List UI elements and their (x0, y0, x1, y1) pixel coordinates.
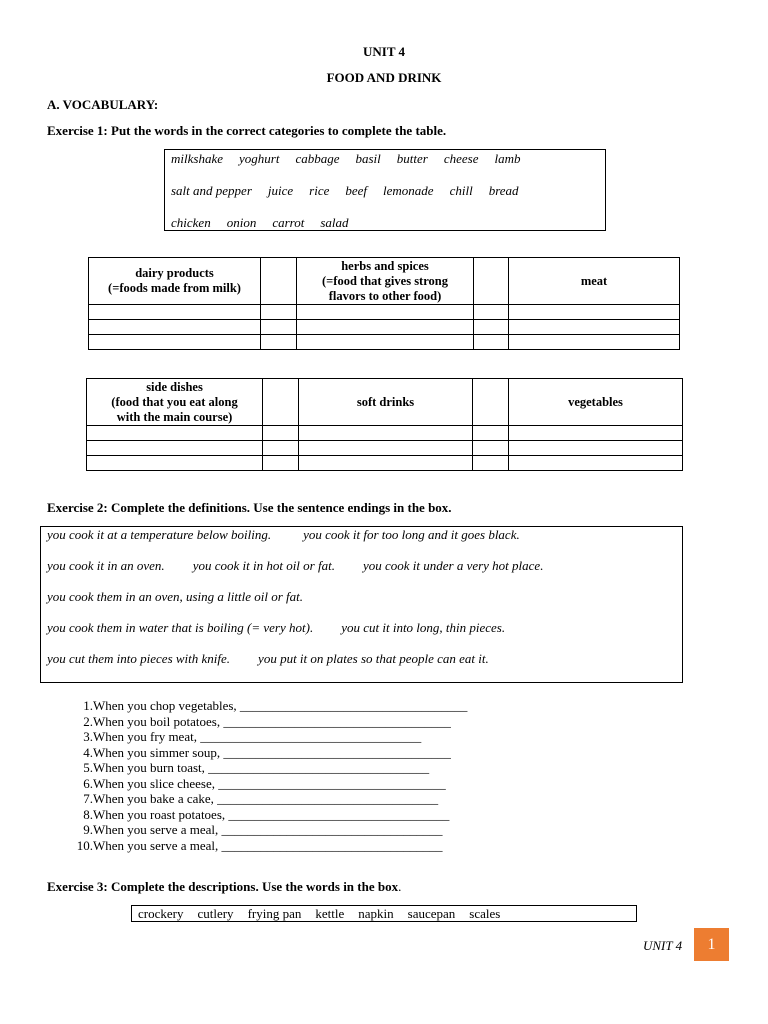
item-number: 8. (83, 806, 93, 822)
list-item[interactable] (70, 791, 530, 807)
sentence-ending: you cook it at a temperature below boiling. (47, 527, 272, 542)
exercise3-period: . (398, 879, 402, 894)
table-cell[interactable] (261, 320, 297, 335)
sentence-ending: you cook them in water that is boiling (= very hot). (47, 620, 314, 635)
table-cell[interactable] (509, 426, 683, 441)
word: basil (355, 151, 381, 166)
footer-unit-label: UNIT 4 (643, 938, 683, 953)
sentence-ending: you put it on plates so that people can eat it. (258, 651, 489, 666)
word: salad (320, 215, 349, 230)
header-herbs-and-spices: herbs and spices (=food that gives strong flavors to other food) (297, 258, 474, 305)
section-heading: A. VOCABULARY: (47, 97, 159, 112)
exercise2-instruction: Exercise 2: Complete the definitions. Use the sentence endings in the box. (47, 500, 452, 515)
table-cell[interactable] (509, 320, 680, 335)
table-cell[interactable] (263, 379, 299, 426)
ending-line (47, 527, 520, 543)
exercise2-endings-box (40, 526, 683, 683)
list-item[interactable] (70, 698, 530, 714)
ending-line (47, 589, 303, 605)
table-cell[interactable] (89, 320, 261, 335)
word: lamb (494, 151, 521, 166)
list-item[interactable] (70, 838, 530, 854)
table-row (89, 335, 680, 350)
table-cell[interactable] (263, 426, 299, 441)
header-dairy-products: dairy products (=foods made from milk) (89, 258, 261, 305)
list-item[interactable] (70, 776, 530, 792)
exercise2-list (70, 698, 530, 853)
table-cell[interactable] (261, 258, 297, 305)
table-row (87, 441, 683, 456)
table-row (89, 320, 680, 335)
item-text: When you chop vegetables, ___________________________________ (93, 698, 468, 713)
item-number: 2. (83, 713, 93, 729)
ending-line (47, 620, 505, 636)
word: onion (226, 215, 257, 230)
word: rice (309, 183, 330, 198)
word: carrot (272, 215, 305, 230)
table-cell[interactable] (474, 320, 509, 335)
table-cell[interactable] (299, 456, 473, 471)
word: cabbage (295, 151, 340, 166)
item-number: 9. (83, 822, 93, 837)
table-cell[interactable] (87, 441, 263, 456)
word-line (171, 215, 365, 231)
exercise3-instruction-line (47, 879, 401, 895)
sentence-ending: you cook them in an oven, using a little oil or fat. (47, 589, 303, 604)
word-line (171, 183, 535, 199)
exercise3-word-box (131, 905, 637, 922)
table-cell[interactable] (509, 441, 683, 456)
item-number: 5. (83, 760, 93, 775)
table-cell[interactable] (299, 441, 473, 456)
table-cell[interactable] (89, 335, 261, 350)
word: beef (345, 183, 368, 198)
list-item[interactable] (70, 714, 530, 730)
sentence-ending: you cook it for too long and it goes black. (303, 527, 520, 542)
table-cell[interactable] (297, 335, 474, 350)
word: bread (488, 183, 519, 198)
word: chill (449, 183, 473, 198)
table-cell[interactable] (509, 456, 683, 471)
word: lemonade (383, 183, 434, 198)
item-number: 7. (83, 791, 93, 806)
item-text: When you serve a meal, __________________________________ (93, 837, 443, 853)
table-row (89, 305, 680, 320)
category-table-2 (86, 378, 683, 471)
item-text: When you serve a meal, __________________________________ (93, 822, 443, 837)
word: chicken (171, 215, 211, 230)
header-meat: meat (509, 258, 680, 305)
table-cell[interactable] (474, 335, 509, 350)
header-vegetables: vegetables (509, 379, 683, 426)
page-title: FOOD AND DRINK (326, 70, 442, 85)
table-row (87, 426, 683, 441)
table-cell[interactable] (474, 305, 509, 320)
word: cutlery (197, 906, 234, 921)
header-soft-drinks: soft drinks (299, 379, 473, 426)
table-cell[interactable] (261, 335, 297, 350)
table-cell[interactable] (474, 258, 509, 305)
word: kettle (315, 906, 345, 921)
word: salt and pepper (171, 183, 252, 198)
word: saucepan (407, 906, 456, 921)
sentence-ending: you cook it under a very hot place. (362, 558, 544, 573)
list-item[interactable] (70, 822, 530, 838)
word: juice (267, 183, 294, 198)
table-cell[interactable] (87, 456, 263, 471)
item-text: When you slice cheese, ___________________________________ (93, 775, 446, 791)
sentence-ending: you cook it in an oven. (47, 558, 165, 573)
item-text: When you burn toast, __________________________________ (93, 760, 430, 775)
table-cell[interactable] (89, 305, 261, 320)
word-line (171, 151, 536, 167)
item-number: 10. (76, 837, 93, 853)
table-cell[interactable] (263, 441, 299, 456)
table-cell[interactable] (261, 305, 297, 320)
ending-line (47, 651, 489, 667)
item-number: 3. (83, 729, 93, 744)
item-number: 1. (83, 698, 93, 713)
list-item[interactable] (70, 760, 530, 776)
table-cell[interactable] (473, 379, 509, 426)
item-text: When you roast potatoes, __________________________________ (93, 806, 450, 822)
item-number: 4. (83, 744, 93, 760)
page-number-badge: 1 (694, 928, 729, 961)
item-number: 6. (83, 775, 93, 791)
word: crockery (138, 906, 184, 921)
word: napkin (358, 906, 394, 921)
table-cell[interactable] (297, 305, 474, 320)
table-cell[interactable] (299, 426, 473, 441)
ending-line (47, 558, 543, 574)
category-table-1 (88, 257, 680, 350)
exercise3-instruction: Exercise 3: Complete the descriptions. Use the words in the box (47, 879, 399, 894)
header-side-dishes: side dishes (food that you eat along with the main course) (87, 379, 263, 426)
sentence-ending: you cut them into pieces with knife. (47, 651, 231, 666)
word: frying pan (247, 906, 302, 921)
table-cell[interactable] (509, 335, 680, 350)
table-cell[interactable] (473, 456, 509, 471)
table-cell[interactable] (297, 320, 474, 335)
exercise1-word-box (164, 149, 606, 231)
list-item[interactable] (70, 729, 530, 745)
word: scales (469, 906, 501, 921)
table-cell[interactable] (263, 456, 299, 471)
list-item[interactable] (70, 745, 530, 761)
word: butter (396, 151, 428, 166)
table-cell[interactable] (473, 441, 509, 456)
sentence-ending: you cut it into long, thin pieces. (341, 620, 506, 635)
table-cell[interactable] (473, 426, 509, 441)
sentence-ending: you cook it in hot oil or fat. (192, 558, 335, 573)
item-text: When you fry meat, __________________________________ (93, 729, 422, 744)
table-cell[interactable] (509, 305, 680, 320)
item-text: When you boil potatoes, ___________________________________ (93, 713, 451, 729)
item-text: When you simmer soup, ___________________________________ (93, 744, 451, 760)
table-cell[interactable] (87, 426, 263, 441)
unit-heading: UNIT 4 (362, 44, 406, 59)
list-item[interactable] (70, 807, 530, 823)
word: yoghurt (238, 151, 280, 166)
exercise1-instruction: Exercise 1: Put the words in the correct categories to complete the table. (47, 123, 447, 138)
word: milkshake (171, 151, 223, 166)
word: cheese (443, 151, 479, 166)
table-row (87, 456, 683, 471)
item-text: When you bake a cake, __________________________________ (93, 791, 439, 806)
